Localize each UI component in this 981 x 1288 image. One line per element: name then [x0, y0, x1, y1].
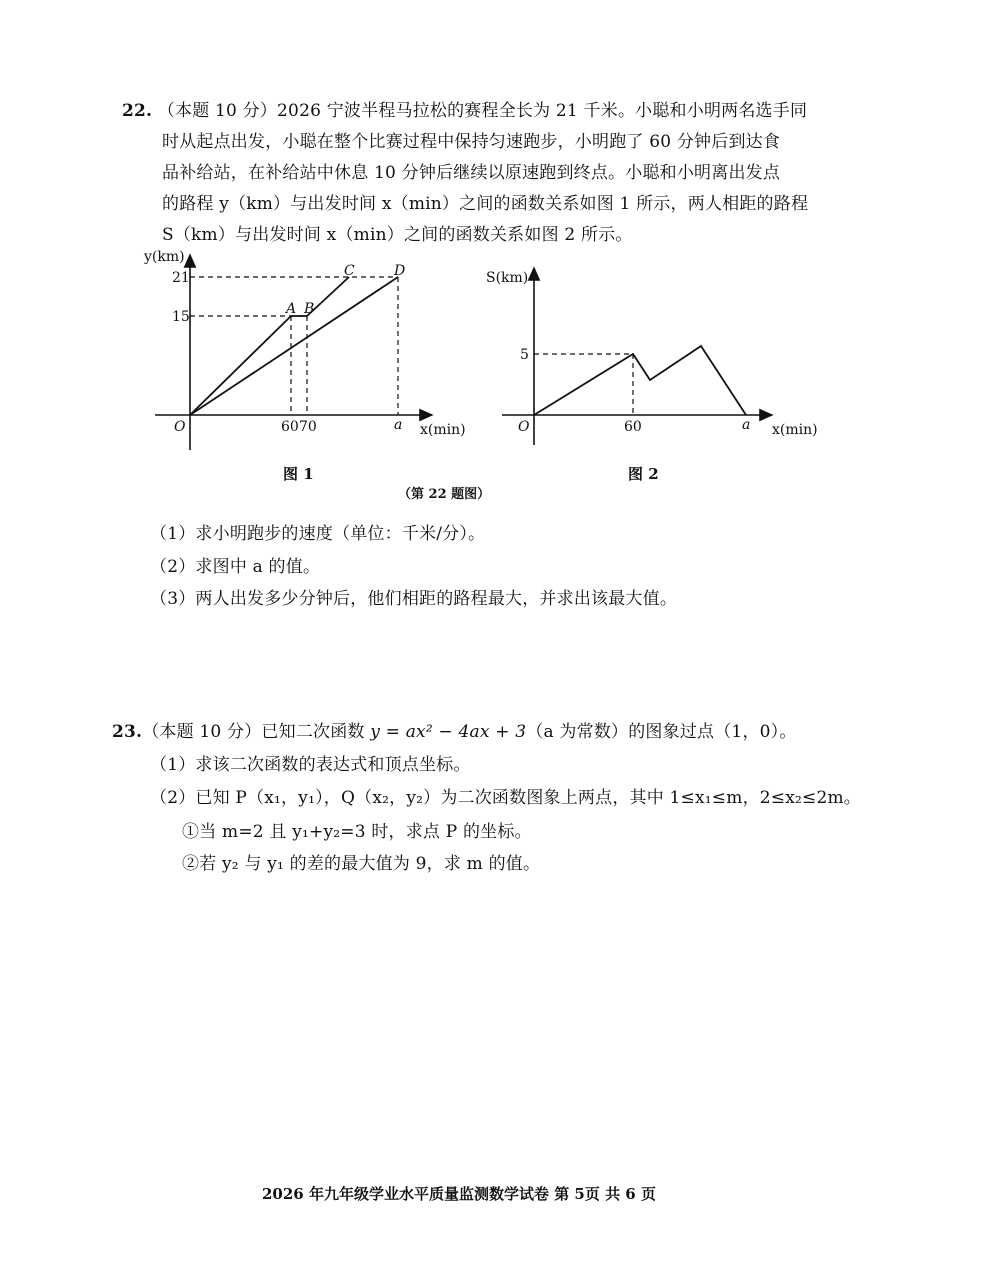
- fig1-x-label: x(min): [420, 422, 466, 438]
- q23-stem: [112, 717, 797, 742]
- fig1-tick-15: 15: [172, 309, 190, 325]
- q23-sub-1: （1）求该二次函数的表达式和顶点坐标。: [150, 755, 471, 775]
- fig1-y-label: y(km): [144, 249, 185, 265]
- fig1-tick-70: 70: [299, 419, 317, 435]
- fig2-distance-line: [534, 346, 746, 415]
- q23-formula: y = ax² − 4ax + 3: [370, 722, 527, 742]
- figure-1: [140, 245, 480, 455]
- figure-2: [480, 260, 840, 450]
- q22-number: 22.: [122, 101, 153, 121]
- fig2-tick-a: a: [742, 417, 751, 433]
- fig2-caption: 图 2: [628, 465, 659, 483]
- fig1-point-B: B: [304, 301, 315, 317]
- fig1-caption: 图 1: [283, 465, 314, 483]
- q23-sub-2-1: ①当 m=2 且 y₁+y₂=3 时，求点 P 的坐标。: [182, 822, 532, 842]
- q22-line-1: [122, 96, 807, 121]
- q22-sub-3: （3）两人出发多少分钟后，他们相距的路程最大，并求出该最大值。: [150, 589, 678, 609]
- fig1-tick-60: 60: [281, 419, 299, 435]
- fig2-tick-5: 5: [520, 347, 529, 363]
- fig1-xiaocong-line: [190, 277, 398, 415]
- fig1-xiaoming-line: [190, 277, 349, 415]
- fig1-point-D: D: [394, 263, 406, 279]
- q23-stem-b: （a 为常数）的图象过点（1，0）。: [526, 722, 797, 742]
- q22-line-5: S（km）与出发时间 x（min）之间的函数关系如图 2 所示。: [162, 225, 633, 245]
- fig2-origin: O: [518, 419, 530, 435]
- q22-line-2: 时从起点出发，小聪在整个比赛过程中保持匀速跑步，小明跑了 60 分钟后到达食: [162, 132, 781, 152]
- fig1-tick-21: 21: [172, 270, 190, 286]
- q22-text-line-1: （本题 10 分）2026 宁波半程马拉松的赛程全长为 21 千米。小聪和小明两名选手同: [157, 101, 808, 121]
- q22-sub-1: （1）求小明跑步的速度（单位：千米/分）。: [150, 524, 486, 544]
- fig1-tick-a: a: [394, 417, 403, 433]
- page-footer: 2026 年九年级学业水平质量监测数学试卷 第 5页 共 6 页: [262, 1185, 656, 1203]
- q22-line-4: 的路程 y（km）与出发时间 x（min）之间的函数关系如图 1 所示，两人相距的路程: [162, 194, 809, 214]
- q23-number: 23.: [112, 722, 143, 742]
- q23-stem-a: （本题 10 分）已知二次函数: [142, 722, 371, 742]
- q22-sub-2: （2）求图中 a 的值。: [150, 557, 321, 577]
- q22-line-3: 品补给站，在补给站中休息 10 分钟后继续以原速跑到终点。小聪和小明离出发点: [162, 163, 781, 183]
- fig2-y-label: S(km): [486, 270, 529, 286]
- q22-figure-caption: （第 22 题图）: [398, 487, 491, 502]
- fig1-origin: O: [174, 419, 186, 435]
- fig1-point-A: A: [286, 301, 297, 317]
- fig2-x-label: x(min): [772, 422, 818, 438]
- q23-sub-2: （2）已知 P（x₁，y₁），Q（x₂，y₂）为二次函数图象上两点，其中 1≤x₁≤m，2≤x₂≤2m。: [150, 788, 862, 808]
- fig2-tick-60: 60: [624, 419, 642, 435]
- q23-sub-2-2: ②若 y₂ 与 y₁ 的差的最大值为 9，求 m 的值。: [182, 854, 541, 874]
- fig1-point-C: C: [344, 263, 355, 279]
